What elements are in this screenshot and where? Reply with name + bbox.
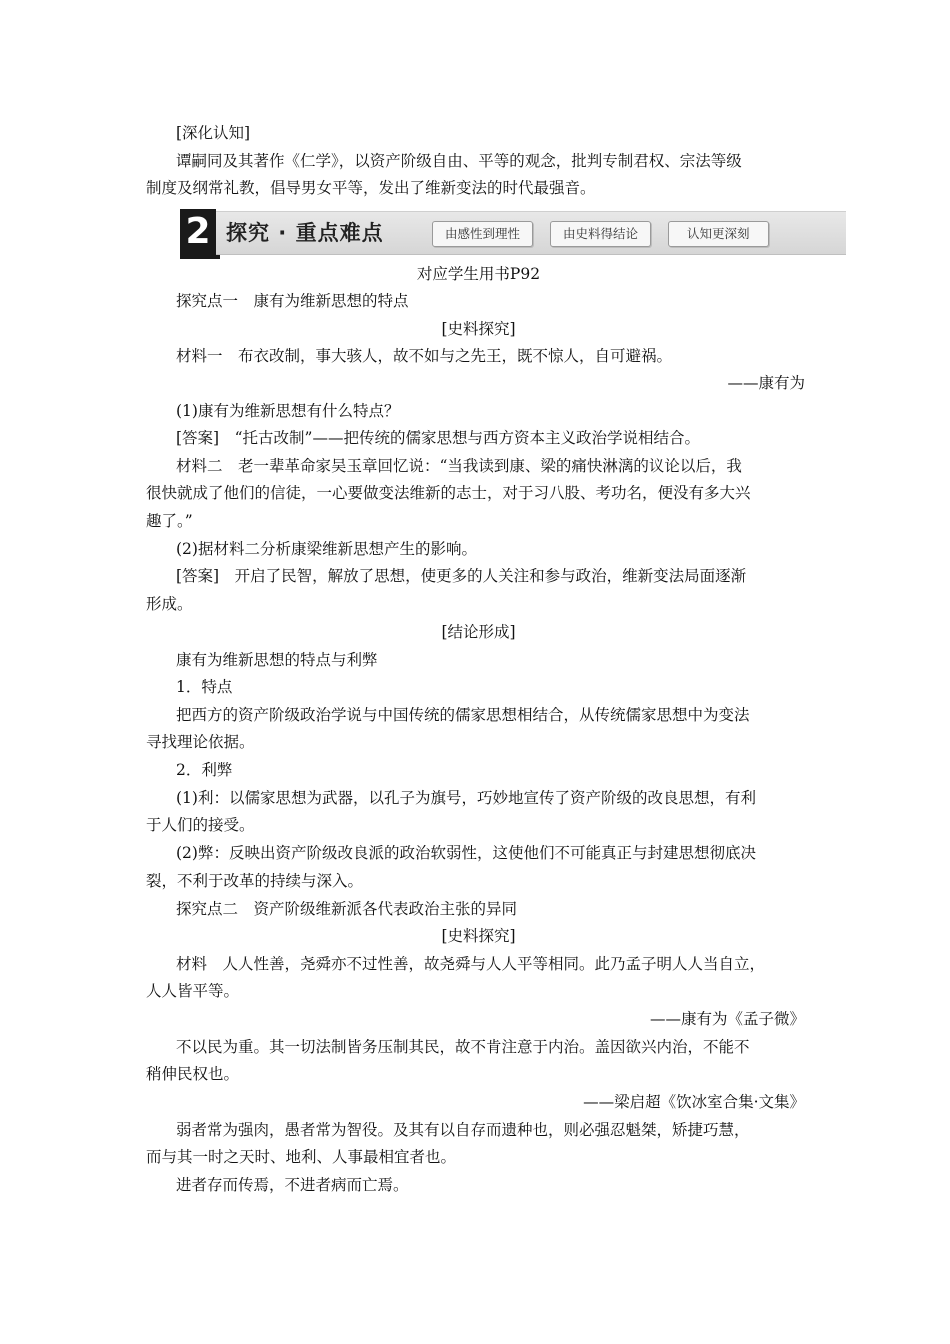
point1-question-1: (1)康有为维新思想有什么特点？ <box>176 402 400 420</box>
point2-material-source-1: ——康有为《孟子微》 <box>649 1010 805 1028</box>
point2-title: 探究点二 资产阶级维新派各代表政治主张的异同 <box>176 900 518 918</box>
point1-question-2: (2)据材料二分析康梁维新思想产生的影响。 <box>176 540 477 558</box>
conclusion-section-2: 2．利弊 <box>176 761 233 779</box>
deepen-heading: [深化认知] <box>176 124 251 142</box>
point2-material-line-2: 人人皆平等。 <box>146 982 240 1000</box>
point2-quote-2-source: ——梁启超《饮冰室合集·文集》 <box>583 1093 805 1111</box>
point1-answer-2-line-2: 形成。 <box>146 595 193 613</box>
section-banner <box>180 211 846 255</box>
point1-title: 探究点一 康有为维新思想的特点 <box>176 292 409 310</box>
point2-quote-2-line-2: 稍伸民权也。 <box>146 1065 240 1083</box>
point2-quote-2-line-1: 不以民为重。其一切法制皆务压制其民，故不肯注意于内治。盖因欲兴内治，不能不 <box>176 1038 750 1056</box>
point2-quote-3-line-1: 弱者常为强肉，愚者常为智役。及其有以自存而遗种也，则必强忍魁桀，矫捷巧慧， <box>176 1121 750 1139</box>
banner-tag-deeper: 认知更深刻 <box>668 221 769 247</box>
conclusion-section-1: 1．特点 <box>176 678 233 696</box>
conclusion-heading: [结论形成] <box>441 623 516 641</box>
student-book-reference: 对应学生用书P92 <box>416 265 541 283</box>
conclusion-disadvantage-line-2: 裂，不利于改革的持续与深入。 <box>146 872 364 890</box>
point1-material-2-line-3: 趣了。” <box>146 512 193 530</box>
point1-material-1: 材料一 布衣改制，事大骇人，故不如与之先王，既不惊人，自可避祸。 <box>176 347 673 365</box>
conclusion-section-1-line-1: 把西方的资产阶级政治学说与中国传统的儒家思想相结合，从传统儒家思想中为变法 <box>176 706 750 724</box>
banner-tag-evidence: 由史料得结论 <box>550 221 651 247</box>
point1-answer-1: [答案] “托古改制”——把传统的儒家思想与西方资本主义政治学说相结合。 <box>176 429 700 447</box>
point2-quote-4: 进者存而传焉，不进者病而亡焉。 <box>176 1176 409 1194</box>
point1-answer-2-line-1: [答案] 开启了民智，解放了思想，使更多的人关注和参与政治，维新变法局面逐渐 <box>176 567 747 585</box>
deepen-line-1: 谭嗣同及其著作《仁学》，以资产阶级自由、平等的观念，批判专制君权、宗法等级 <box>176 152 742 170</box>
conclusion-title: 康有为维新思想的特点与利弊 <box>176 651 378 669</box>
point2-quote-3-line-2: 而与其一时之天时、地利、人事最相宜者也。 <box>146 1148 457 1166</box>
point1-material-2-line-1: 材料二 老一辈革命家吴玉章回忆说：“当我读到康、梁的痛快淋漓的议论以后，我 <box>176 457 742 475</box>
point1-source-heading: [史料探究] <box>441 320 516 338</box>
section-banner-title: 探究 · 重点难点 <box>226 221 384 245</box>
banner-tag-perceptual: 由感性到理性 <box>432 221 533 247</box>
section-number-badge: 2 <box>180 209 216 255</box>
conclusion-advantage-line-1: (1)利：以儒家思想为武器，以孔子为旗号，巧妙地宣传了资产阶级的改良思想，有利 <box>176 789 756 807</box>
point2-material-line-1: 材料 人人性善，尧舜亦不过性善，故尧舜与人人平等相同。此乃孟子明人人当自立， <box>176 955 766 973</box>
conclusion-section-1-line-2: 寻找理论依据。 <box>146 733 255 751</box>
deepen-line-2: 制度及纲常礼教，倡导男女平等，发出了维新变法的时代最强音。 <box>146 179 596 197</box>
point1-material-2-line-2: 很快就成了他们的信徒，一心要做变法维新的志士，对于习八股、考功名，便没有多大兴 <box>146 484 751 502</box>
conclusion-advantage-line-2: 于人们的接受。 <box>146 816 255 834</box>
conclusion-disadvantage-line-1: (2)弊：反映出资产阶级改良派的政治软弱性，这使他们不可能真正与封建思想彻底决 <box>176 844 756 862</box>
point1-material-1-source: ——康有为 <box>727 374 805 392</box>
point2-source-heading: [史料探究] <box>441 927 516 945</box>
